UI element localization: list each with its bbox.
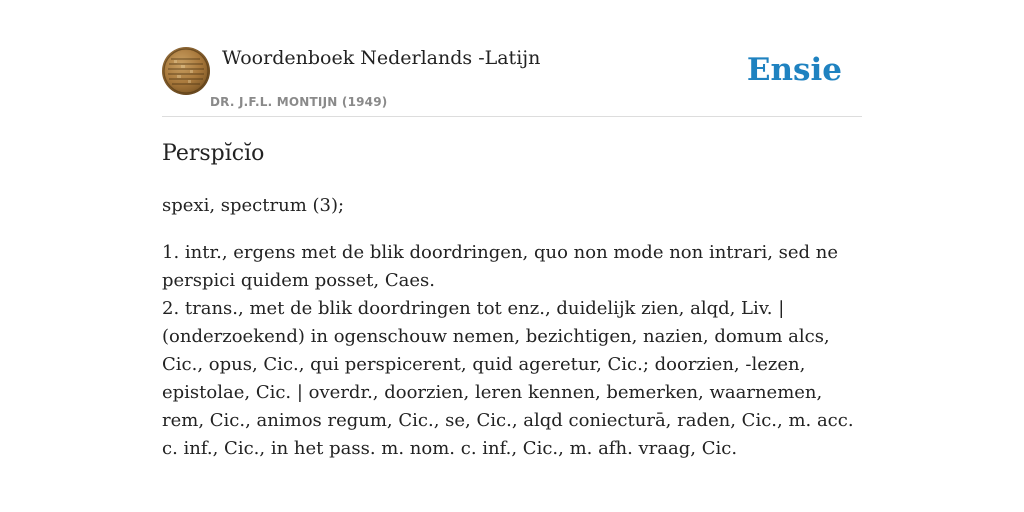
entry-definition	[162, 239, 862, 463]
entry-card	[162, 0, 862, 512]
entry-header	[162, 46, 862, 117]
entry-forms: spexi, spectrum (3);	[162, 195, 345, 216]
book-author: DR. J.F.L. MONTIJN (1949)	[210, 95, 388, 109]
sense-1: 1. intr., ergens met de blik doordringen, quo non mode non intrari, sed ne perspici quidem posset, Caes.	[162, 242, 839, 291]
ensie-logo-link[interactable]: Ensie	[746, 52, 842, 88]
sense-2: 2. trans., met de blik doordringen tot enz., duidelijk zien, alqd, Liv. | (onderzoekend) in ogenschouw nemen, bezichtigen, nazien, domum alcs, Cic., opus, Cic., qui perspicerent, quid ageretur, Cic.; doorzien, -lezen, epistolae, Cic. | overdr., doorzien, leren kennen, bemerken, waarnemen, rem, Cic., animos regum, Cic., se, Cic., alqd coniecturā, raden, Cic., m. acc. c. inf., Cic., in het pass. m. nom. c. inf., Cic., m. afh. vraag, Cic.	[162, 298, 854, 459]
entry-headword: Perspĭcĭo	[162, 141, 265, 166]
book-title[interactable]: Woordenboek Nederlands -Latijn	[222, 47, 541, 69]
coin-seal-icon[interactable]	[162, 47, 210, 95]
